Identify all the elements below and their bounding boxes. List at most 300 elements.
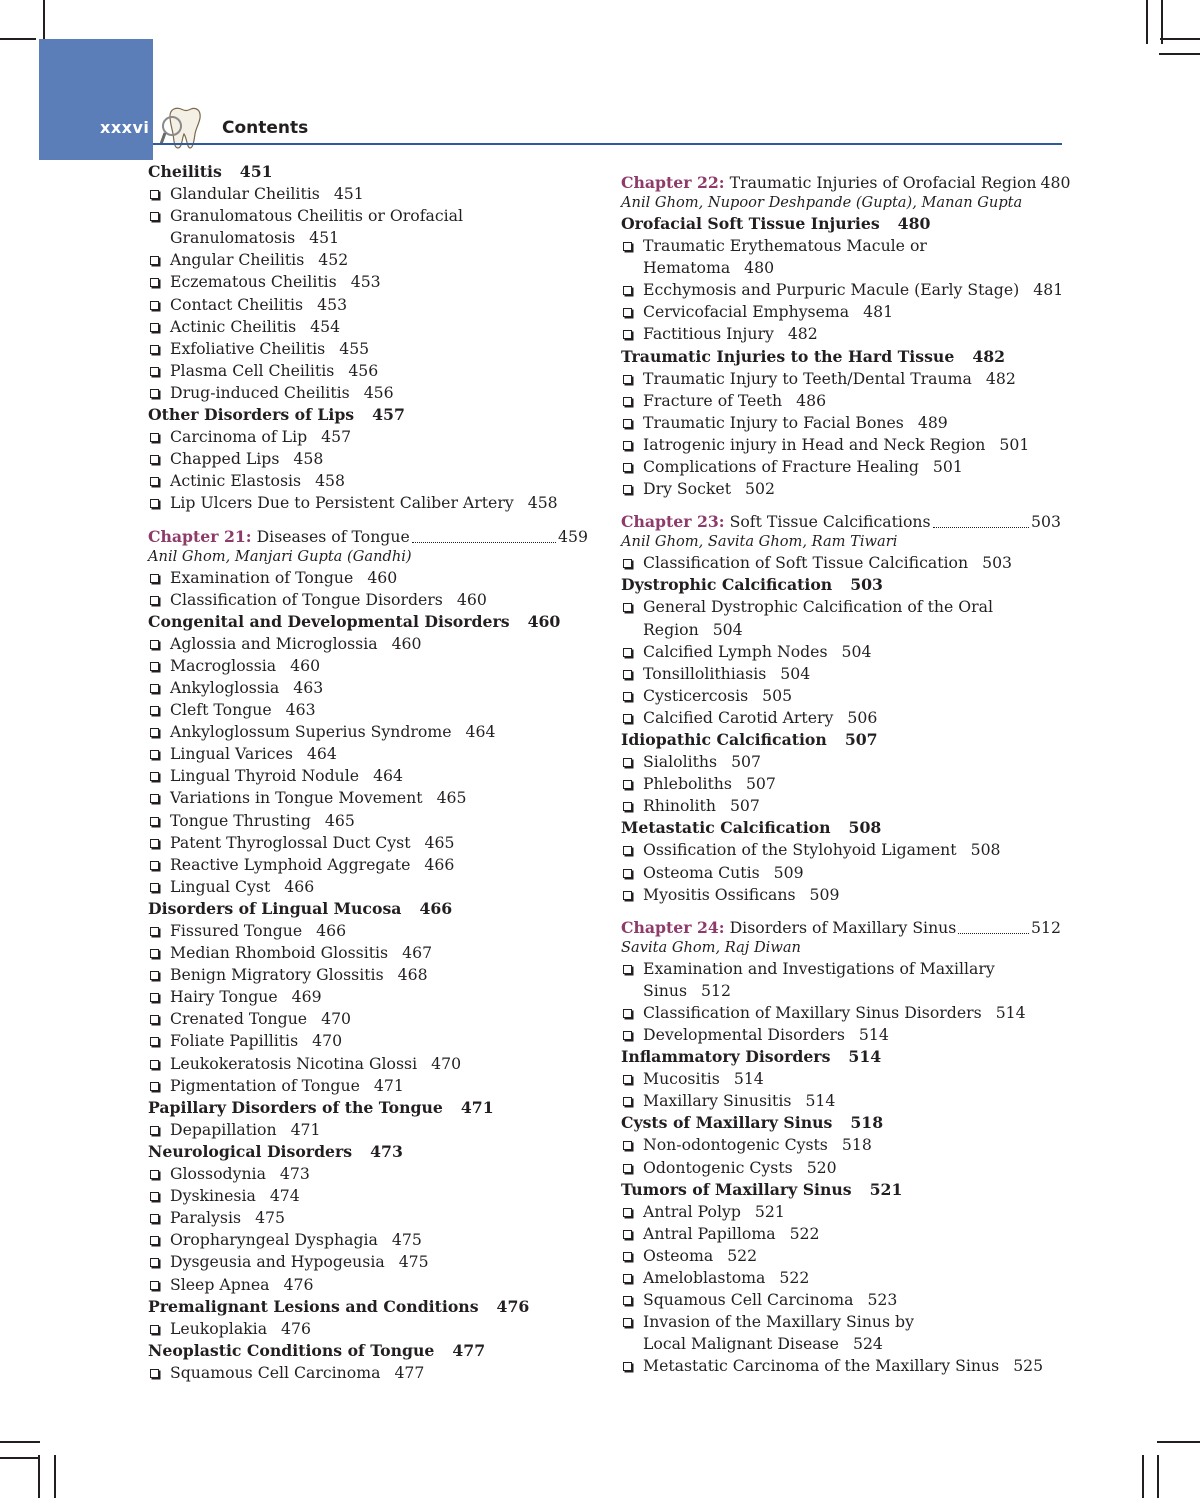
- toc-entry: [621, 1002, 1061, 1024]
- entry-page-number: 502: [745, 479, 775, 499]
- toc-entry: [148, 470, 588, 492]
- entry-page-number: 508: [970, 840, 1001, 860]
- section-heading: [148, 611, 588, 633]
- toc-entry-continuation: [621, 1333, 1061, 1355]
- section-heading: [148, 898, 588, 920]
- entry-title: Pigmentation of Tongue: [170, 1075, 360, 1095]
- entry-title: Traumatic Injury to Teeth/Dental Trauma: [643, 368, 972, 388]
- entry-title: Region: [643, 619, 699, 639]
- toc-entry: [148, 1274, 588, 1296]
- entry-page-number: 466: [316, 921, 347, 940]
- chapter-title: Diseases of Tongue: [256, 526, 410, 546]
- entry-title: Ankyloglossum Superius Syndrome: [170, 722, 452, 742]
- entry-page-number: 514: [995, 1002, 1026, 1022]
- toc-entry: [148, 448, 588, 470]
- entry-title: Variations in Tongue Movement: [170, 788, 423, 808]
- toc-entry: [148, 338, 588, 360]
- entry-page-number: 458: [527, 493, 558, 513]
- entry-title: Granulomatosis: [170, 228, 296, 248]
- entry-title: Traumatic Injury to Facial Bones: [643, 412, 904, 432]
- toc-entry: [621, 323, 1061, 345]
- toc-entry: [621, 434, 1061, 456]
- entry-title: Median Rhomboid Glossitis: [170, 943, 389, 963]
- entry-title: Sleep Apnea: [170, 1274, 270, 1294]
- entry-page-number: 521: [869, 1179, 903, 1199]
- entry-page-number: 482: [985, 368, 1016, 388]
- entry-title: Calcified Carotid Artery: [643, 707, 834, 727]
- toc-entry: [148, 294, 588, 316]
- entry-page-number: 476: [283, 1274, 314, 1294]
- entry-page-number: 465: [324, 810, 355, 830]
- entry-page-number: 504: [712, 619, 743, 639]
- chapter-number: Chapter 23:: [621, 512, 725, 532]
- toc-entry: [148, 492, 588, 514]
- entry-page-number: 460: [391, 633, 422, 653]
- entry-title: Glandular Cheilitis: [170, 184, 320, 204]
- entry-page-number: 473: [370, 1141, 403, 1161]
- entry-page-number: 518: [841, 1135, 872, 1155]
- crop-mark: [1157, 1455, 1159, 1498]
- entry-page-number: 522: [727, 1245, 758, 1265]
- toc-entry: [148, 271, 588, 293]
- chapter-title: Traumatic Injuries of Orofacial Region: [729, 173, 1037, 192]
- entry-title: Plasma Cell Cheilitis: [170, 360, 335, 380]
- chapter-heading: [621, 172, 1071, 193]
- entry-page-number: 473: [279, 1164, 310, 1184]
- crop-mark: [1159, 53, 1200, 55]
- entry-page-number: 469: [291, 987, 322, 1007]
- entry-page-number: 486: [796, 390, 827, 410]
- crop-mark: [0, 1457, 40, 1459]
- entry-page-number: 507: [844, 729, 878, 749]
- entry-title: Factitious Injury: [643, 324, 774, 344]
- toc-entry: [148, 1008, 588, 1030]
- entry-page-number: 507: [745, 774, 776, 794]
- toc-entry: [621, 751, 1061, 773]
- section-heading: [621, 729, 1061, 751]
- toc-entry: [621, 795, 1061, 817]
- entry-page-number: 481: [863, 302, 894, 322]
- entry-page-number: 457: [321, 427, 352, 447]
- entry-title: Chapped Lips: [170, 449, 280, 469]
- toc-entry: [621, 412, 1061, 434]
- chapter-authors: Anil Ghom, Savita Ghom, Ram Tiwari: [621, 533, 898, 551]
- entry-page-number: 503: [982, 553, 1013, 573]
- entry-title: Local Malignant Disease: [643, 1334, 839, 1354]
- crop-mark: [1146, 0, 1148, 44]
- entry-title: Osteoma: [643, 1245, 714, 1265]
- entry-title: Tonsillolithiasis: [643, 663, 767, 683]
- entry-page-number: 452: [318, 250, 349, 270]
- toc-entry: [148, 316, 588, 338]
- toc-entry: [621, 1201, 1061, 1223]
- crop-mark: [54, 1455, 56, 1498]
- toc-entry: [148, 183, 588, 205]
- entry-title: Cheilitis: [148, 162, 222, 181]
- entry-title: Maxillary Sinusitis: [643, 1091, 792, 1111]
- entry-title: Sialoliths: [643, 752, 718, 772]
- entry-title: Macroglossia: [170, 655, 277, 675]
- toc-entry: [148, 633, 588, 655]
- entry-title: Reactive Lymphoid Aggregate: [170, 854, 411, 874]
- entry-title: Fissured Tongue: [170, 921, 303, 940]
- entry-page-number: 514: [858, 1025, 889, 1044]
- entry-title: Odontogenic Cysts: [643, 1157, 793, 1177]
- entry-title: Phleboliths: [643, 774, 732, 794]
- toc-entry: [148, 699, 588, 721]
- entry-title: Cysts of Maxillary Sinus: [621, 1113, 833, 1133]
- entry-title: General Dystrophic Calcification of the Oral: [643, 597, 994, 617]
- crop-mark: [1160, 38, 1200, 40]
- toc-entry: [148, 1075, 588, 1097]
- toc-entry: [621, 685, 1061, 707]
- chapter-title: Disorders of Maxillary Sinus: [729, 917, 957, 937]
- entry-page-number: 518: [850, 1113, 884, 1133]
- chapter-heading: [621, 917, 1061, 938]
- entry-title: Classification of Maxillary Sinus Disorders: [643, 1002, 982, 1022]
- entry-title: Non-odontogenic Cysts: [643, 1135, 828, 1155]
- page-folio: xxxvi: [100, 118, 150, 137]
- section-heading: [621, 1046, 1061, 1068]
- entry-page-number: 463: [285, 700, 316, 720]
- toc-entry: [621, 1311, 1061, 1333]
- chapter-authors: Anil Ghom, Manjari Gupta (Gandhi): [148, 547, 412, 565]
- entry-title: Contact Cheilitis: [170, 294, 304, 314]
- header-rule: [153, 143, 1062, 145]
- chapter-heading: [621, 511, 1061, 532]
- toc-entry: [621, 1024, 1061, 1046]
- entry-page-number: 470: [321, 1009, 352, 1029]
- crop-mark: [0, 1441, 40, 1443]
- section-heading: [621, 346, 1061, 368]
- crop-mark: [0, 38, 36, 40]
- entry-page-number: 522: [789, 1223, 820, 1243]
- entry-page-number: 477: [452, 1340, 486, 1360]
- entry-title: Idiopathic Calcification: [621, 729, 827, 749]
- entry-title: Actinic Elastosis: [170, 471, 302, 491]
- section-heading: [621, 1179, 1061, 1201]
- entry-page-number: 522: [779, 1268, 810, 1288]
- entry-page-number: 458: [293, 449, 324, 469]
- entry-title: Angular Cheilitis: [170, 250, 305, 270]
- entry-page-number: 471: [460, 1097, 494, 1117]
- entry-title: Cleft Tongue: [170, 700, 272, 720]
- entry-title: Ossification of the Stylohyoid Ligament: [643, 840, 957, 860]
- entry-title: Aglossia and Microglossia: [170, 633, 378, 653]
- entry-page-number: 471: [290, 1119, 321, 1139]
- section-heading: [148, 1296, 588, 1318]
- entry-page-number: 464: [306, 744, 337, 764]
- entry-page-number: 466: [424, 854, 455, 874]
- toc-entry: [621, 301, 1061, 323]
- entry-title: Dystrophic Calcification: [621, 575, 833, 595]
- entry-title: Hematoma: [643, 258, 731, 278]
- entry-title: Carcinoma of Lip: [170, 427, 308, 447]
- toc-entry-continuation: [621, 619, 1061, 641]
- toc-entry: [148, 426, 588, 448]
- entry-title: Crenated Tongue: [170, 1009, 308, 1029]
- contents-left-column: [148, 161, 588, 1384]
- entry-page-number: 466: [284, 876, 315, 896]
- entry-page-number: 508: [848, 818, 882, 838]
- toc-entry: [148, 1119, 588, 1141]
- toc-entry: [148, 1229, 588, 1251]
- toc-entry: [621, 958, 1061, 980]
- entry-page-number: 476: [281, 1318, 311, 1338]
- toc-entry: [148, 1030, 588, 1052]
- toc-entry: [621, 1267, 1061, 1289]
- chapter-title: Soft Tissue Calcifications: [729, 512, 931, 532]
- header-tab: [39, 39, 153, 160]
- entry-page-number: 480: [897, 214, 931, 233]
- entry-title: Lip Ulcers Due to Persistent Caliber Artery: [170, 493, 514, 513]
- entry-title: Fracture of Teeth: [643, 390, 783, 410]
- entry-title: Traumatic Erythematous Macule or: [643, 236, 927, 256]
- running-title: Contents: [222, 118, 309, 138]
- toc-entry: [621, 884, 1061, 906]
- entry-page-number: 489: [917, 412, 948, 432]
- entry-page-number: 514: [848, 1047, 882, 1067]
- entry-page-number: 464: [465, 722, 496, 742]
- toc-entry: [148, 765, 588, 787]
- toc-entry: [621, 368, 1061, 390]
- toc-entry: [621, 773, 1061, 795]
- entry-page-number: 512: [701, 980, 731, 1000]
- entry-page-number: 475: [255, 1208, 286, 1228]
- entry-page-number: 501: [999, 434, 1030, 454]
- entry-title: Rhinolith: [643, 796, 716, 816]
- entry-title: Complications of Fracture Healing: [643, 457, 919, 477]
- chapter-page-number: 512: [1031, 917, 1061, 937]
- entry-title: Ankyloglossia: [170, 677, 280, 697]
- entry-page-number: 474: [269, 1186, 300, 1206]
- entry-title: Tumors of Maxillary Sinus: [621, 1179, 852, 1199]
- toc-entry: [148, 964, 588, 986]
- entry-title: Paralysis: [170, 1208, 242, 1228]
- entry-page-number: 475: [398, 1252, 429, 1272]
- toc-entry: [148, 205, 588, 227]
- entry-title: Inflammatory Disorders: [621, 1047, 831, 1067]
- toc-entry: [148, 567, 588, 589]
- entry-page-number: 501: [932, 457, 963, 477]
- entry-page-number: 481: [1033, 280, 1064, 300]
- entry-title: Foliate Papillitis: [170, 1031, 299, 1051]
- entry-title: Glossodynia: [170, 1164, 266, 1184]
- entry-page-number: 465: [424, 832, 455, 852]
- toc-entry: [621, 1090, 1061, 1112]
- entry-title: Actinic Cheilitis: [170, 316, 297, 336]
- section-heading: [621, 1112, 1061, 1134]
- entry-title: Tongue Thrusting: [170, 810, 311, 830]
- toc-entry: [621, 839, 1061, 861]
- entry-title: Drug-induced Cheilitis: [170, 382, 350, 402]
- entry-page-number: 457: [372, 405, 405, 425]
- entry-title: Depapillation: [170, 1119, 277, 1139]
- toc-entry: [148, 677, 588, 699]
- entry-title: Lingual Varices: [170, 744, 293, 764]
- entry-title: Exfoliative Cheilitis: [170, 338, 326, 358]
- entry-title: Patent Thyroglossal Duct Cyst: [170, 832, 411, 852]
- section-heading: [148, 1141, 588, 1163]
- entry-title: Lingual Cyst: [170, 876, 271, 896]
- entry-page-number: 506: [847, 707, 878, 727]
- toc-entry: [148, 1251, 588, 1273]
- entry-page-number: 465: [436, 788, 467, 808]
- entry-page-number: 460: [527, 611, 561, 631]
- entry-title: Other Disorders of Lips: [148, 405, 355, 425]
- toc-entry: [621, 235, 1061, 257]
- entry-title: Examination of Tongue: [170, 567, 354, 587]
- chapter-heading: [148, 526, 588, 547]
- toc-entry: [148, 1185, 588, 1207]
- toc-entry: [148, 986, 588, 1008]
- toc-entry: [621, 478, 1061, 500]
- entry-page-number: 470: [312, 1031, 343, 1051]
- entry-title: Metastatic Calcification: [621, 818, 831, 838]
- entry-page-number: 523: [867, 1290, 898, 1310]
- entry-title: Oropharyngeal Dysphagia: [170, 1230, 378, 1250]
- entry-title: Squamous Cell Carcinoma: [170, 1362, 381, 1382]
- entry-title: Disorders of Lingual Mucosa: [148, 898, 402, 918]
- entry-title: Leukoplakia: [170, 1318, 268, 1338]
- toc-entry: [621, 390, 1061, 412]
- entry-page-number: 525: [1013, 1356, 1044, 1376]
- contents-right-column: [621, 161, 1071, 1378]
- entry-page-number: 456: [348, 360, 379, 380]
- toc-entry: [148, 721, 588, 743]
- entry-title: Congenital and Developmental Disorders: [148, 611, 510, 631]
- entry-page-number: 454: [310, 316, 341, 336]
- entry-title: Sinus: [643, 980, 688, 1000]
- entry-title: Eczematous Cheilitis: [170, 272, 337, 292]
- toc-entry: [621, 707, 1061, 729]
- entry-title: Neurological Disorders: [148, 1141, 353, 1161]
- entry-title: Developmental Disorders: [643, 1025, 845, 1044]
- entry-title: Metastatic Carcinoma of the Maxillary Sinus: [643, 1356, 1000, 1376]
- entry-title: Dysgeusia and Hypogeusia: [170, 1252, 385, 1272]
- entry-title: Ameloblastoma: [643, 1268, 766, 1288]
- entry-page-number: 477: [394, 1362, 425, 1382]
- entry-page-number: 463: [293, 677, 324, 697]
- entry-page-number: 504: [780, 663, 811, 683]
- toc-entry: [621, 1245, 1061, 1267]
- entry-page-number: 504: [841, 641, 872, 661]
- entry-page-number: 468: [397, 965, 428, 985]
- entry-title: Classification of Soft Tissue Calcification: [643, 553, 969, 573]
- toc-entry: [148, 589, 588, 611]
- toc-entry: [148, 249, 588, 271]
- chapter-number: Chapter 22:: [621, 173, 725, 192]
- toc-entry: [148, 1207, 588, 1229]
- toc-entry: [621, 1068, 1061, 1090]
- entry-title: Leukokeratosis Nicotina Glossi: [170, 1053, 418, 1073]
- entry-page-number: 482: [972, 346, 1006, 366]
- toc-entry: [621, 456, 1061, 478]
- entry-page-number: 464: [373, 766, 404, 786]
- entry-title: Examination and Investigations of Maxillary: [643, 958, 995, 978]
- entry-title: Neoplastic Conditions of Tongue: [148, 1340, 435, 1360]
- entry-page-number: 507: [731, 752, 762, 772]
- entry-title: Classification of Tongue Disorders: [170, 589, 443, 609]
- toc-entry: [148, 832, 588, 854]
- chapter-page-number: 503: [1031, 512, 1061, 532]
- toc-entry: [621, 862, 1061, 884]
- toc-entry: [148, 876, 588, 898]
- entry-page-number: 470: [431, 1053, 462, 1073]
- section-heading: [621, 817, 1061, 839]
- chapter-page-number: 480: [1040, 173, 1071, 192]
- section-heading: [621, 574, 1061, 596]
- chapter-page-number: 459: [558, 526, 588, 546]
- entry-page-number: 453: [350, 272, 381, 292]
- toc-entry: [621, 1355, 1061, 1377]
- leader-dots: [958, 917, 1029, 934]
- crop-mark: [38, 1455, 40, 1498]
- toc-entry: [148, 743, 588, 765]
- entry-title: Myositis Ossificans: [643, 884, 796, 904]
- entry-page-number: 509: [809, 884, 840, 904]
- section-heading: [148, 161, 588, 183]
- entry-page-number: 451: [309, 228, 340, 248]
- entry-title: Antral Papilloma: [643, 1223, 776, 1243]
- toc-entry: [621, 552, 1061, 574]
- entry-page-number: 451: [333, 184, 364, 204]
- entry-title: Osteoma Cutis: [643, 862, 760, 882]
- entry-title: Dyskinesia: [170, 1186, 256, 1206]
- section-heading: [148, 1097, 588, 1119]
- chapter-number: Chapter 24:: [621, 917, 725, 937]
- entry-page-number: 471: [373, 1075, 404, 1095]
- toc-entry-continuation: [621, 257, 1061, 279]
- toc-entry: [148, 382, 588, 404]
- entry-title: Lingual Thyroid Nodule: [170, 766, 360, 786]
- section-heading: [621, 213, 1061, 235]
- entry-page-number: 503: [850, 575, 883, 595]
- entry-title: Antral Polyp: [643, 1201, 741, 1221]
- entry-page-number: 458: [315, 471, 346, 491]
- entry-page-number: 456: [363, 382, 394, 402]
- entry-page-number: 460: [456, 589, 487, 609]
- toc-entry: [148, 1053, 588, 1075]
- entry-page-number: 514: [805, 1091, 836, 1111]
- toc-entry: [148, 655, 588, 677]
- crop-mark: [1142, 1455, 1144, 1498]
- toc-entry: [148, 1362, 588, 1384]
- entry-page-number: 476: [496, 1296, 530, 1316]
- leader-dots: [933, 511, 1029, 528]
- toc-entry: [621, 663, 1061, 685]
- toc-entry: [621, 1134, 1061, 1156]
- toc-entry: [148, 854, 588, 876]
- entry-title: Premalignant Lesions and Conditions: [148, 1296, 479, 1316]
- toc-entry: [621, 279, 1064, 301]
- entry-title: Benign Migratory Glossitis: [170, 965, 384, 985]
- entry-page-number: 482: [787, 324, 818, 344]
- entry-title: Dry Socket: [643, 479, 731, 499]
- crop-mark: [43, 0, 45, 44]
- entry-title: Mucositis: [643, 1069, 720, 1089]
- entry-page-number: 466: [419, 898, 453, 918]
- entry-title: Orofacial Soft Tissue Injuries: [621, 214, 880, 233]
- toc-entry: [621, 641, 1061, 663]
- toc-entry: [148, 1318, 588, 1340]
- entry-page-number: 460: [367, 567, 398, 587]
- chapter-authors: Anil Ghom, Nupoor Deshpande (Gupta), Manan Gupta: [621, 194, 1023, 211]
- toc-entry: [148, 1163, 588, 1185]
- toc-entry: [621, 1157, 1061, 1179]
- entry-page-number: 505: [762, 685, 793, 705]
- leader-dots: [412, 526, 556, 543]
